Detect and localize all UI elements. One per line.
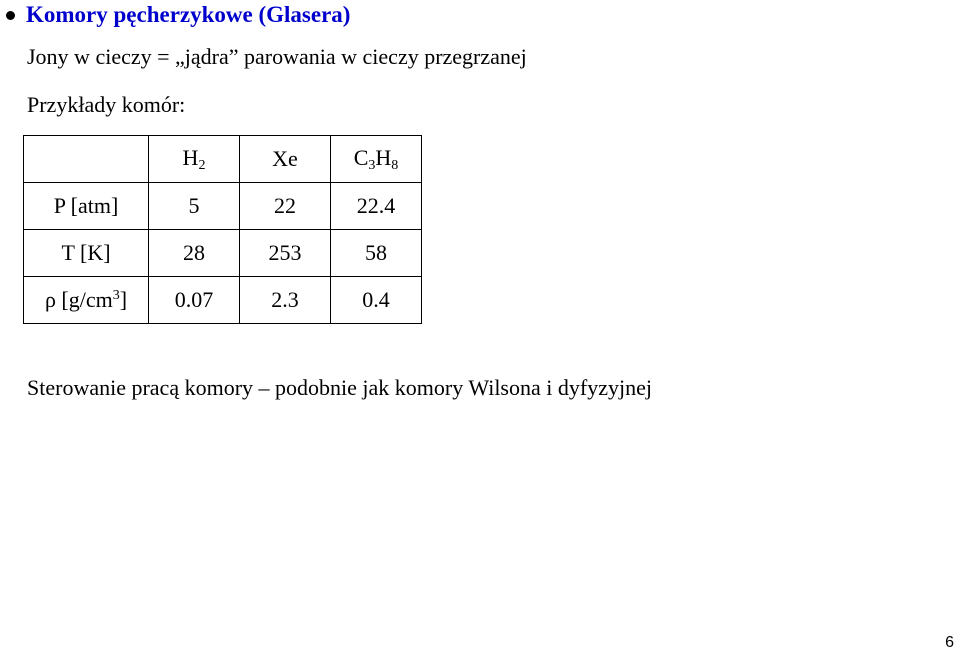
table-row bbox=[24, 277, 422, 324]
table-cell: 253 bbox=[240, 230, 331, 277]
bullet-icon bbox=[6, 11, 15, 20]
row-label-density: ρ $[g/cm^3]$ bbox=[24, 277, 149, 324]
control-note: Sterowanie pracą komory – podobnie jak komory Wilsona i dyfyzyjnej bbox=[27, 375, 652, 400]
slide-heading bbox=[6, 0, 350, 30]
intro-line: Jony w cieczy = „jądra” parowania w cieczy przegrzanej bbox=[27, 44, 527, 69]
heading-text: Komory pęcherzykowe (Glasera) bbox=[26, 2, 351, 27]
table-cell: 28 bbox=[149, 230, 240, 277]
table-cell: 2.3 bbox=[240, 277, 331, 324]
table-row bbox=[24, 183, 422, 230]
header-h2: $H_2$ bbox=[149, 136, 240, 183]
table-cell: 0.4 bbox=[331, 277, 422, 324]
table-row bbox=[24, 230, 422, 277]
page-number: 6 bbox=[945, 634, 954, 651]
table-header-row bbox=[24, 136, 422, 183]
examples-label: Przykłady komór: bbox=[27, 92, 186, 117]
row-label-pressure: P [atm] bbox=[24, 183, 149, 230]
table-cell: 22 bbox=[240, 183, 331, 230]
header-xe: Xe bbox=[240, 136, 331, 183]
header-c3h8: $C_3H_8$ bbox=[331, 136, 422, 183]
table-cell: 58 bbox=[331, 230, 422, 277]
table-corner-cell bbox=[24, 136, 149, 183]
chamber-properties-table bbox=[23, 135, 422, 324]
table-cell: 22.4 bbox=[331, 183, 422, 230]
row-label-temperature: T [K] bbox=[24, 230, 149, 277]
table-cell: 0.07 bbox=[149, 277, 240, 324]
table-cell: 5 bbox=[149, 183, 240, 230]
